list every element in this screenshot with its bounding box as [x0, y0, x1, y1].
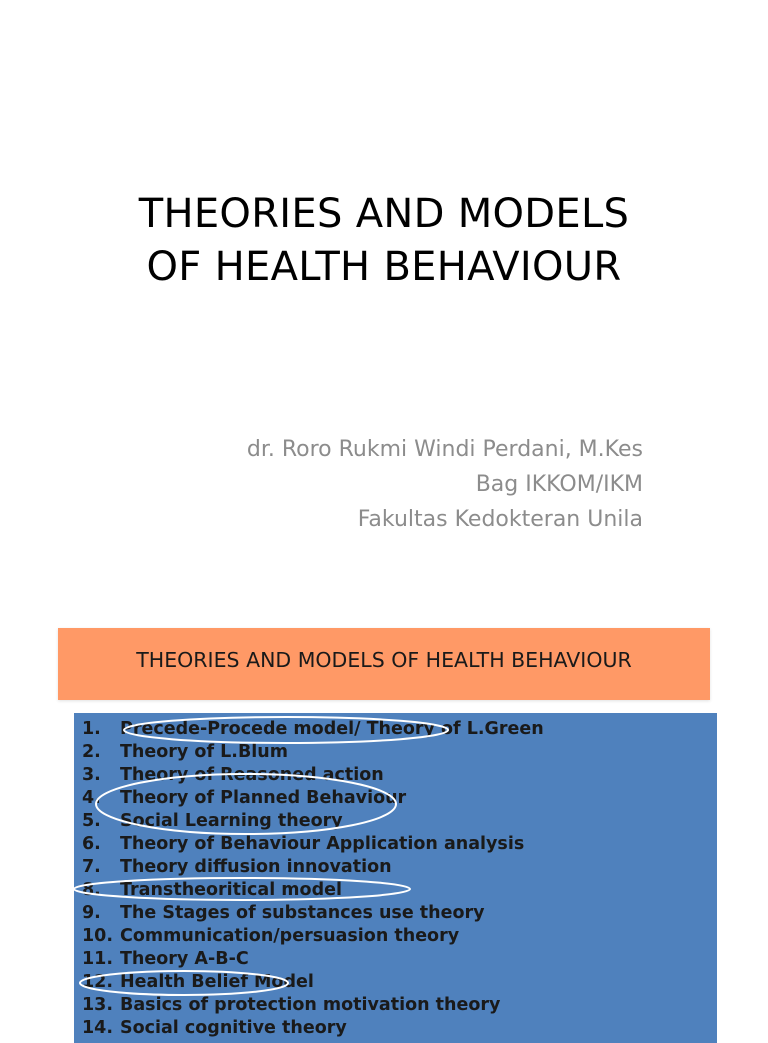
slide-title — [0, 188, 768, 294]
theory-label: Social cognitive theory — [120, 1018, 347, 1038]
theory-number: 9. — [82, 903, 101, 923]
theory-label: The Stages of substances use theory — [120, 903, 485, 923]
theory-list-item — [82, 741, 544, 764]
theory-label: Theory of Behaviour Application analysis — [120, 834, 525, 854]
theory-number: 3. — [82, 765, 101, 785]
theory-list-item — [82, 971, 544, 994]
theory-list-panel — [74, 713, 717, 1043]
theory-number: 11. — [82, 949, 114, 969]
theory-list-item — [82, 810, 544, 833]
theory-number: 2. — [82, 742, 101, 762]
theory-number: 5. — [82, 811, 101, 831]
theory-list-item — [82, 833, 544, 856]
theory-number: 12. — [82, 972, 114, 992]
section-banner — [58, 628, 710, 700]
author-department: Bag IKKOM/IKM — [475, 472, 643, 497]
theory-list-item — [82, 764, 544, 787]
theory-label: Transtheoritical model — [120, 880, 342, 900]
theory-number: 1. — [82, 719, 101, 739]
slide-title-line-1: THEORIES AND MODELS — [138, 191, 630, 237]
theory-number: 10. — [82, 926, 114, 946]
section-banner-label: THEORIES AND MODELS OF HEALTH BEHAVIOUR — [136, 648, 632, 672]
theory-label: Theory diffusion innovation — [120, 857, 392, 877]
theory-label: Precede-Procede model/ Theory of L.Green — [120, 719, 544, 739]
theory-list-item — [82, 925, 544, 948]
theory-number: 7. — [82, 857, 101, 877]
theory-label: Theory of L.Blum — [120, 742, 288, 762]
theory-label: Theory of Planned Behaviour — [120, 788, 407, 808]
author-name: dr. Roro Rukmi Windi Perdani, M.Kes — [246, 437, 643, 462]
theory-label: Communication/persuasion theory — [120, 926, 460, 946]
theory-list-item — [82, 718, 544, 741]
theory-label: Health Belief Model — [120, 972, 314, 992]
theory-list-item — [82, 948, 544, 971]
theory-list-item — [82, 1017, 544, 1040]
theory-list — [82, 718, 544, 1040]
theory-number: 4. — [82, 788, 101, 808]
theory-list-item — [82, 856, 544, 879]
theory-list-item — [82, 902, 544, 925]
theory-label: Theory A-B-C — [120, 949, 249, 969]
theory-list-item — [82, 994, 544, 1017]
theory-label: Theory of Reasoned action — [120, 765, 384, 785]
author-faculty: Fakultas Kedokteran Unila — [357, 507, 643, 532]
theory-list-item — [82, 787, 544, 810]
theory-label: Social Learning theory — [120, 811, 343, 831]
theory-number: 6. — [82, 834, 101, 854]
author-block — [247, 432, 643, 537]
slide-title-line-2: OF HEALTH BEHAVIOUR — [146, 244, 622, 290]
theory-number: 8. — [82, 880, 101, 900]
theory-label: Basics of protection motivation theory — [120, 995, 501, 1015]
theory-list-item — [82, 879, 544, 902]
theory-number: 13. — [82, 995, 114, 1015]
theory-number: 14. — [82, 1018, 114, 1038]
